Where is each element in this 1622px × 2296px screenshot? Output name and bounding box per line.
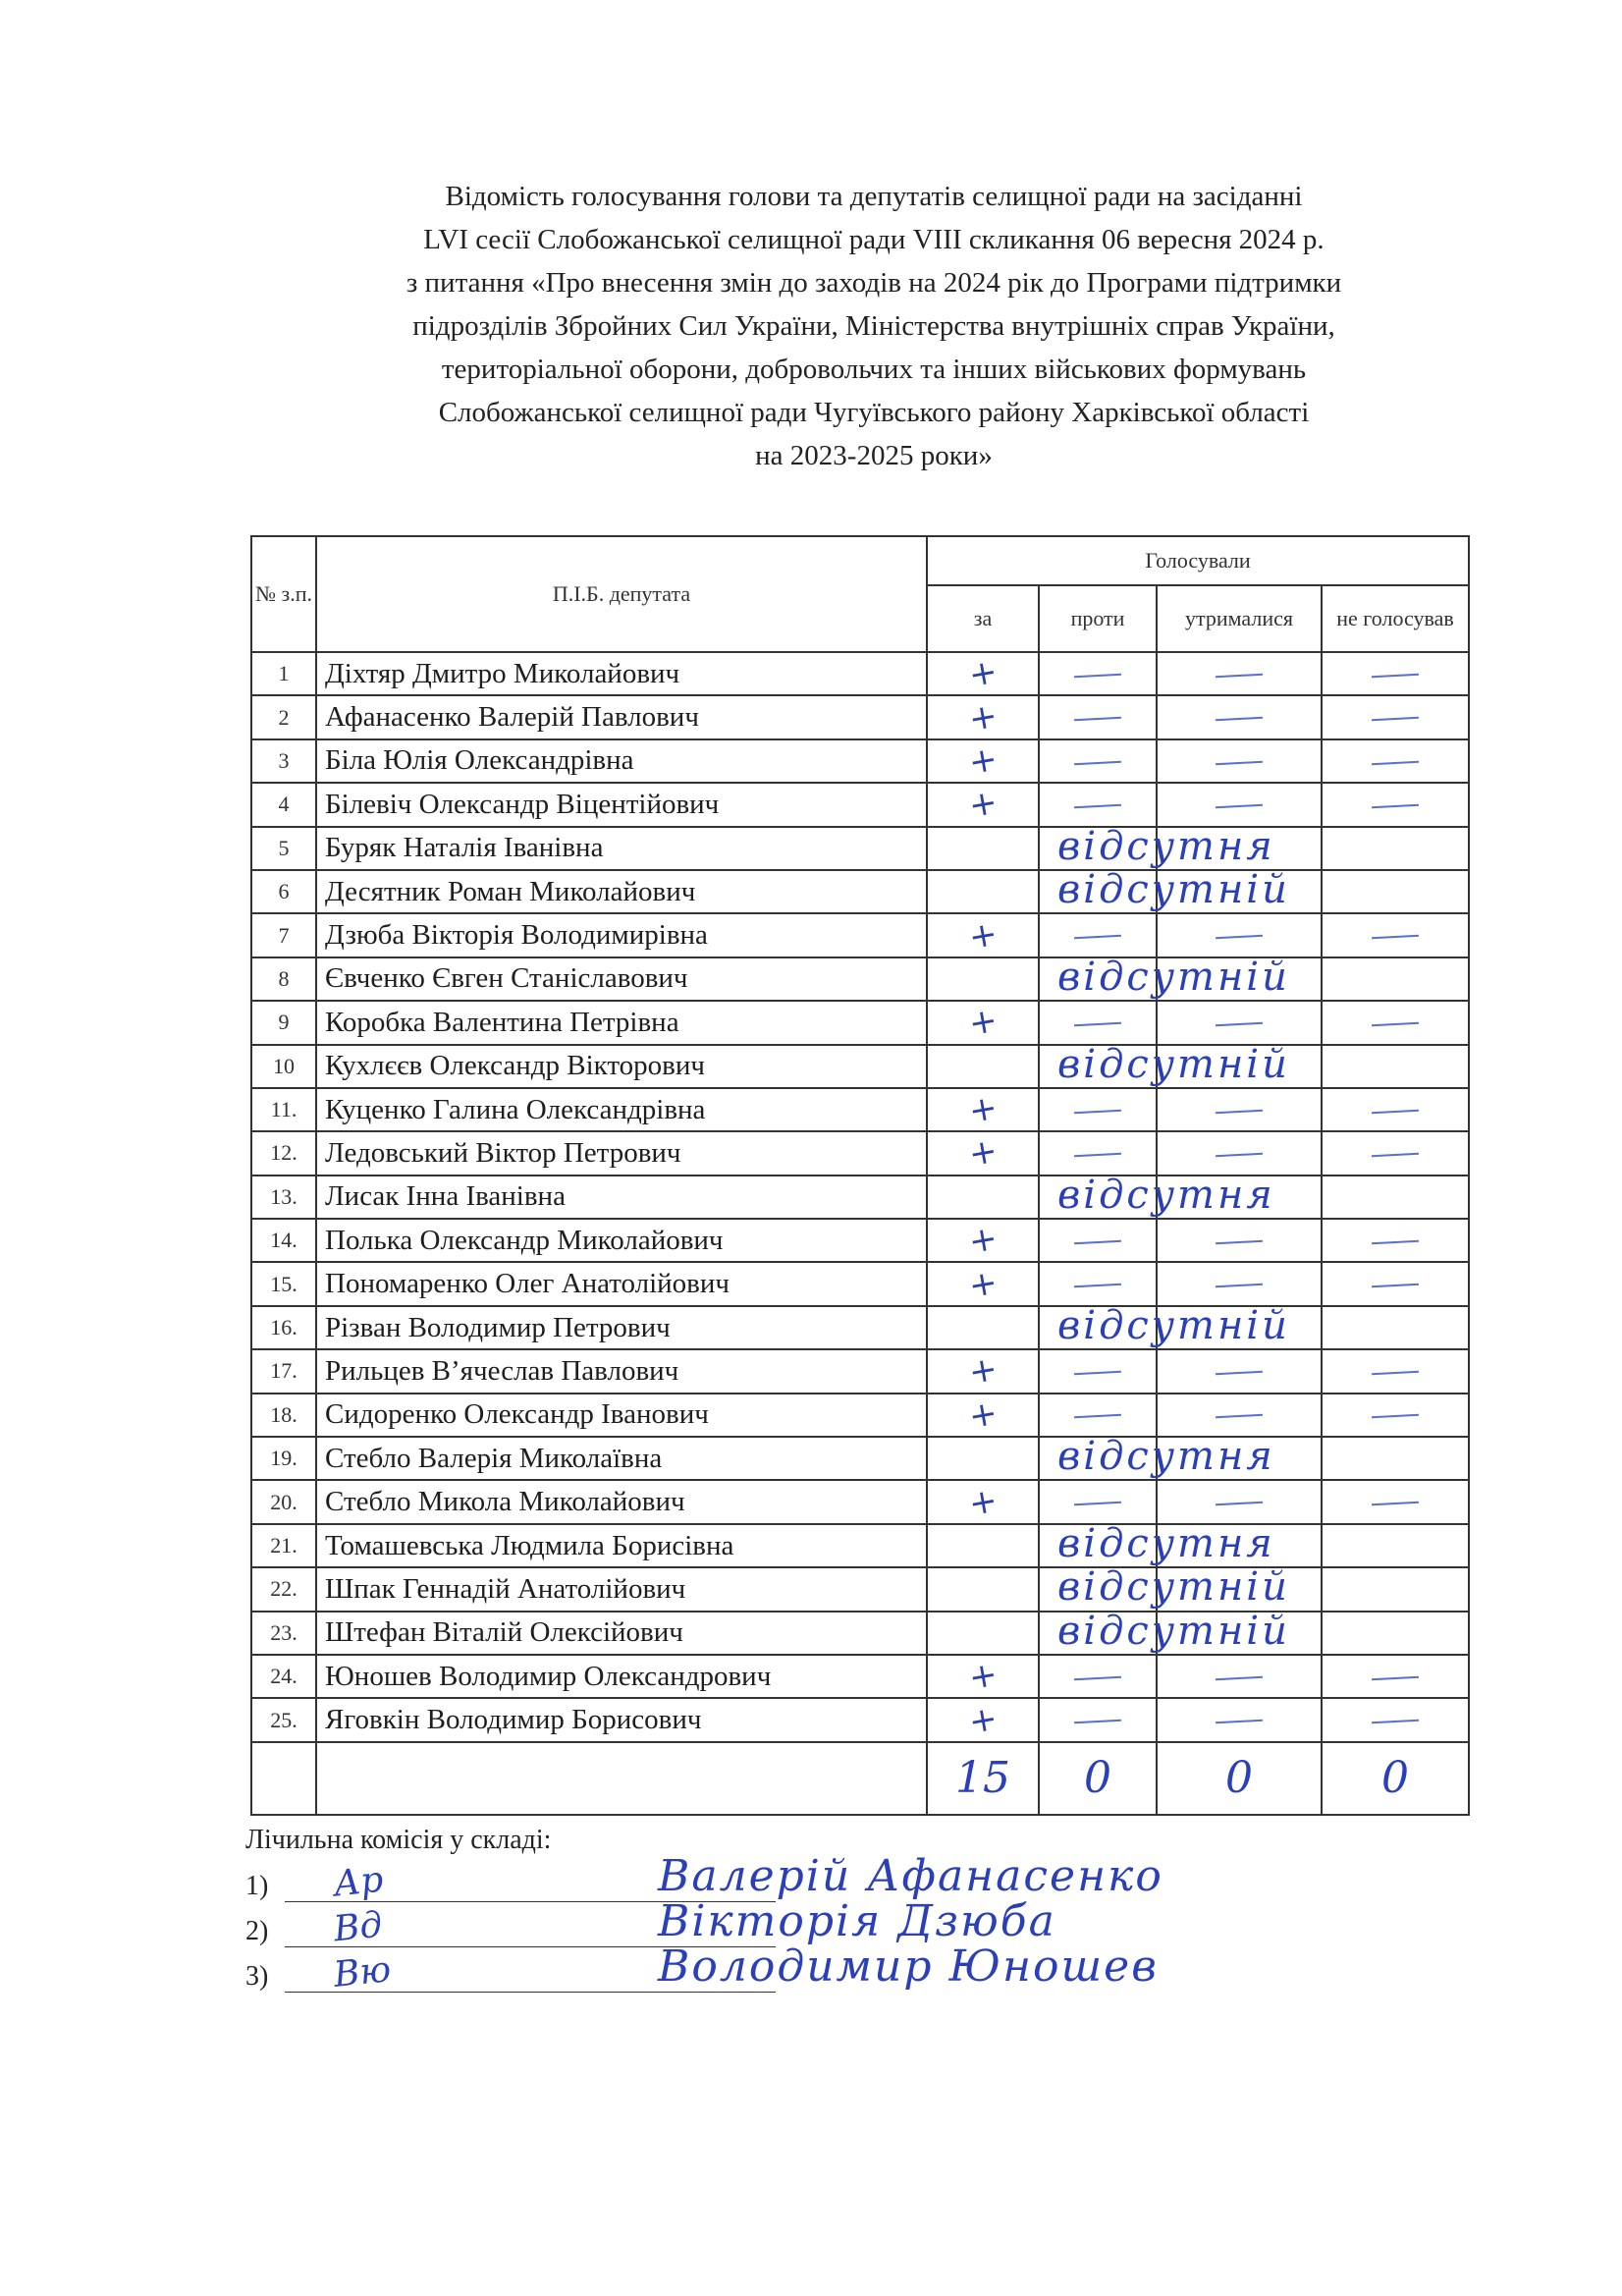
deputy-name: Шпак Геннадій Анатолійович [316, 1567, 927, 1611]
vote-for-cell [927, 1219, 1039, 1262]
vote-not-voted-cell [1322, 1612, 1469, 1655]
deputy-name: Різван Володимир Петрович [316, 1306, 927, 1349]
deputy-name: Полька Олександр Миколайович [316, 1219, 927, 1262]
table-row [251, 1567, 1469, 1611]
row-number: 11. [251, 1088, 316, 1131]
deputy-name: Томашевська Людмила Борисівна [316, 1524, 927, 1567]
table-row [251, 1131, 1469, 1175]
vote-abstained-cell [1157, 1131, 1322, 1175]
dash-mark [1074, 717, 1121, 722]
dash-mark [1372, 935, 1419, 940]
row-number: 3 [251, 739, 316, 783]
vote-abstained-cell [1157, 1349, 1322, 1393]
vote-against-cell [1039, 1698, 1157, 1741]
vote-against-cell [1039, 913, 1157, 957]
vote-against-cell [1039, 1564, 1290, 1611]
absent-note: відсутня [1057, 1434, 1275, 1480]
table-row [251, 1480, 1469, 1523]
title-line: з питання «Про внесення змін до заходів на 2024 рік до Програми підтримки [406, 267, 1342, 299]
member-handwritten-name: Володимир Юношев [658, 1941, 1159, 1992]
vote-against-cell [1039, 1520, 1275, 1567]
vote-abstained-cell [1157, 1262, 1322, 1305]
table-row [251, 1088, 1469, 1131]
vote-against-cell [1039, 1219, 1157, 1262]
dash-mark [1372, 804, 1419, 809]
row-number: 16. [251, 1306, 316, 1349]
vote-abstained-cell [1157, 1088, 1322, 1131]
dash-mark [1216, 760, 1263, 765]
dash-mark [1372, 1502, 1419, 1506]
totals-empty-cell [316, 1742, 927, 1815]
vote-abstained-cell [1157, 1394, 1322, 1437]
table-row [251, 870, 1469, 913]
vote-for-cell [927, 1045, 1039, 1088]
absent-note: відсутній [1057, 1302, 1290, 1348]
absent-note: відсутній [1057, 1564, 1290, 1611]
totals-empty-cell [251, 1742, 316, 1815]
deputy-name: Штефан Віталій Олексійович [316, 1612, 927, 1655]
voting-table [250, 535, 1470, 1816]
absent-note: відсутній [1057, 1608, 1290, 1654]
dash-mark [1372, 1720, 1419, 1724]
dash-mark [1216, 1371, 1263, 1376]
vote-for-cell [927, 739, 1039, 783]
dash-mark [1074, 1371, 1121, 1376]
total-abstained: 0 [1157, 1742, 1322, 1815]
table-row [251, 1306, 1469, 1349]
vote-for-cell [927, 1394, 1039, 1437]
dash-mark [1216, 1720, 1263, 1724]
header-for: за [927, 585, 1039, 652]
header-name: П.І.Б. депутата [316, 536, 927, 652]
dash-mark [1216, 935, 1263, 940]
vote-for-cell [927, 1306, 1039, 1349]
dash-mark [1074, 1109, 1121, 1114]
vote-not-voted-cell [1322, 827, 1469, 870]
member-handwritten-name: Валерій Афанасенко [658, 1851, 1163, 1901]
row-number: 12. [251, 1131, 316, 1175]
dash-mark [1074, 760, 1121, 765]
header-not-voted: не голосував [1322, 585, 1469, 652]
dash-mark [1372, 1371, 1419, 1376]
deputy-name: Стебло Валерія Миколаївна [316, 1437, 927, 1480]
dash-mark [1074, 935, 1121, 940]
dash-mark [1074, 1240, 1121, 1245]
dash-mark [1372, 674, 1419, 679]
vote-not-voted-cell [1322, 739, 1469, 783]
table-body [251, 652, 1469, 1742]
vote-abstained-cell [1157, 1698, 1322, 1741]
dash-mark [1216, 804, 1263, 809]
table-row [251, 1394, 1469, 1437]
totals-row [251, 1742, 1469, 1815]
vote-for-cell [927, 1262, 1039, 1305]
plus-mark: + [965, 695, 1000, 739]
plus-mark: + [965, 1393, 1000, 1437]
deputy-name: Афанасенко Валерій Павлович [316, 695, 927, 738]
vote-against-cell [1039, 1041, 1290, 1088]
dash-mark [1372, 1109, 1419, 1114]
table-row [251, 1262, 1469, 1305]
title-line: на 2023-2025 роки» [755, 440, 993, 471]
vote-abstained-cell [1157, 652, 1322, 695]
vote-abstained-cell [1157, 1001, 1322, 1044]
table-row [251, 739, 1469, 783]
row-number: 9 [251, 1001, 316, 1044]
vote-for-cell [927, 1698, 1039, 1741]
vote-for-cell [927, 1567, 1039, 1611]
vote-against-cell [1039, 695, 1157, 738]
vote-against-cell [1039, 823, 1275, 870]
plus-mark: + [965, 1480, 1000, 1524]
row-number: 13. [251, 1175, 316, 1219]
vote-for-cell [927, 695, 1039, 738]
dash-mark [1216, 1502, 1263, 1506]
row-number: 17. [251, 1349, 316, 1393]
plus-mark: + [965, 652, 1000, 696]
dash-mark [1372, 1284, 1419, 1288]
vote-for-cell [927, 1524, 1039, 1567]
vote-abstained-cell [1157, 1655, 1322, 1698]
deputy-name: Яговкін Володимир Борисович [316, 1698, 927, 1741]
dash-mark [1372, 1022, 1419, 1027]
absent-note: відсутня [1057, 823, 1275, 869]
absent-note: відсутній [1057, 954, 1290, 1000]
dash-mark [1372, 717, 1419, 722]
vote-not-voted-cell [1322, 783, 1469, 826]
absent-note: відсутня [1057, 1520, 1275, 1566]
vote-not-voted-cell [1322, 1175, 1469, 1219]
deputy-name: Коробка Валентина Петрівна [316, 1001, 927, 1044]
deputy-name: Біла Юлія Олександрівна [316, 739, 927, 783]
document-title [245, 175, 1502, 477]
vote-against-cell [1039, 783, 1157, 826]
table-row [251, 1045, 1469, 1088]
plus-mark: + [965, 1698, 1000, 1742]
dash-mark [1216, 1153, 1263, 1158]
counting-commission [245, 1825, 1325, 1999]
vote-for-cell [927, 1437, 1039, 1480]
table-row [251, 652, 1469, 695]
plus-mark: + [965, 1087, 1000, 1132]
total-against: 0 [1039, 1742, 1157, 1815]
signature-image: Вю [331, 1949, 394, 1995]
vote-for-cell [927, 1612, 1039, 1655]
member-index: 3) [245, 1961, 269, 1992]
deputy-name: Сидоренко Олександр Іванович [316, 1394, 927, 1437]
row-number: 10 [251, 1045, 316, 1088]
header-against: проти [1039, 585, 1157, 652]
vote-for-cell [927, 1480, 1039, 1523]
vote-against-cell [1039, 1608, 1290, 1655]
vote-against-cell [1039, 1655, 1157, 1698]
vote-against-cell [1039, 739, 1157, 783]
vote-not-voted-cell [1322, 957, 1469, 1001]
vote-not-voted-cell [1322, 1655, 1469, 1698]
title-line: LVI сесії Слобожанської селищної ради VIII скликання 06 вересня 2024 р. [423, 224, 1325, 255]
row-number: 24. [251, 1655, 316, 1698]
row-number: 14. [251, 1219, 316, 1262]
row-number: 15. [251, 1262, 316, 1305]
dash-mark [1216, 674, 1263, 679]
vote-not-voted-cell [1322, 1131, 1469, 1175]
table-row [251, 1175, 1469, 1219]
row-number: 18. [251, 1394, 316, 1437]
vote-against-cell [1039, 1088, 1157, 1131]
dash-mark [1372, 1240, 1419, 1245]
dash-mark [1074, 674, 1121, 679]
plus-mark: + [965, 1655, 1000, 1699]
plus-mark: + [965, 1131, 1000, 1175]
deputy-name: Рильцев В’ячеслав Павлович [316, 1349, 927, 1393]
deputy-name: Лисак Інна Іванівна [316, 1175, 927, 1219]
vote-for-cell [927, 870, 1039, 913]
dash-mark [1372, 1675, 1419, 1680]
vote-not-voted-cell [1322, 870, 1469, 913]
deputy-name: Юношев Володимир Олександрович [316, 1655, 927, 1698]
title-line: територіальної оборони, добровольчих та інших військових формувань [441, 354, 1307, 385]
vote-not-voted-cell [1322, 652, 1469, 695]
row-number: 20. [251, 1480, 316, 1523]
dash-mark [1074, 1720, 1121, 1724]
deputy-name: Дзюба Вікторія Володимирівна [316, 913, 927, 957]
row-number: 23. [251, 1612, 316, 1655]
vote-not-voted-cell [1322, 1567, 1469, 1611]
member-index: 2) [245, 1916, 269, 1946]
row-number: 25. [251, 1698, 316, 1741]
vote-against-cell [1039, 954, 1290, 1001]
table-row [251, 913, 1469, 957]
deputy-name: Білевіч Олександр Віцентійович [316, 783, 927, 826]
row-number: 22. [251, 1567, 316, 1611]
vote-not-voted-cell [1322, 1001, 1469, 1044]
vote-not-voted-cell [1322, 1088, 1469, 1131]
deputy-name: Діхтяр Дмитро Миколайович [316, 652, 927, 695]
vote-for-cell [927, 913, 1039, 957]
vote-not-voted-cell [1322, 1524, 1469, 1567]
plus-mark: + [965, 1262, 1000, 1306]
title-line: підрозділів Збройних Сил України, Міністерства внутрішніх справ України, [412, 310, 1335, 342]
dash-mark [1074, 1153, 1121, 1158]
vote-against-cell [1039, 1302, 1290, 1349]
vote-abstained-cell [1157, 695, 1322, 738]
plus-mark: + [965, 913, 1000, 957]
total-for: 15 [927, 1742, 1039, 1815]
vote-not-voted-cell [1322, 1480, 1469, 1523]
row-number: 8 [251, 957, 316, 1001]
vote-for-cell [927, 1175, 1039, 1219]
dash-mark [1216, 1109, 1263, 1114]
table-row [251, 957, 1469, 1001]
vote-for-cell [927, 1001, 1039, 1044]
row-number: 5 [251, 827, 316, 870]
signature-line [285, 1992, 776, 1993]
vote-abstained-cell [1157, 1219, 1322, 1262]
vote-for-cell [927, 1655, 1039, 1698]
dash-mark [1216, 1240, 1263, 1245]
table-row [251, 1219, 1469, 1262]
dash-mark [1074, 1414, 1121, 1419]
signature-image: Ар [331, 1859, 386, 1905]
vote-for-cell [927, 652, 1039, 695]
row-number: 6 [251, 870, 316, 913]
dash-mark [1372, 760, 1419, 765]
vote-for-cell [927, 957, 1039, 1001]
commission-label: Лічильна комісія у складі: [245, 1825, 552, 1855]
row-number: 2 [251, 695, 316, 738]
vote-not-voted-cell [1322, 1349, 1469, 1393]
absent-note: відсутній [1057, 1041, 1290, 1087]
vote-abstained-cell [1157, 913, 1322, 957]
deputy-name: Євченко Євген Станіславович [316, 957, 927, 1001]
plus-mark: + [965, 1219, 1000, 1263]
dash-mark [1216, 1022, 1263, 1027]
dash-mark [1074, 1502, 1121, 1506]
deputy-name: Десятник Роман Миколайович [316, 870, 927, 913]
vote-against-cell [1039, 1434, 1275, 1480]
dash-mark [1074, 1022, 1121, 1027]
plus-mark: + [965, 738, 1000, 784]
deputy-name: Пономаренко Олег Анатолійович [316, 1262, 927, 1305]
vote-abstained-cell [1157, 739, 1322, 783]
vote-against-cell [1039, 1001, 1157, 1044]
vote-not-voted-cell [1322, 1437, 1469, 1480]
table-row [251, 1698, 1469, 1741]
table-row [251, 1655, 1469, 1698]
vote-against-cell [1039, 1480, 1157, 1523]
member-handwritten-name: Вікторія Дзюба [658, 1896, 1056, 1946]
table-row [251, 1349, 1469, 1393]
vote-against-cell [1039, 1349, 1157, 1393]
plus-mark: + [965, 1349, 1000, 1394]
vote-for-cell [927, 827, 1039, 870]
row-number: 21. [251, 1524, 316, 1567]
vote-against-cell [1039, 866, 1290, 913]
table-row [251, 695, 1469, 738]
vote-not-voted-cell [1322, 1394, 1469, 1437]
header-abstained: утрималися [1157, 585, 1322, 652]
header-voted: Голосували [927, 536, 1469, 585]
deputy-name: Куценко Галина Олександрівна [316, 1088, 927, 1131]
title-line: Відомість голосування голови та депутатів селищної ради на засіданні [445, 181, 1303, 212]
vote-for-cell [927, 783, 1039, 826]
row-number: 4 [251, 783, 316, 826]
table-row [251, 1437, 1469, 1480]
vote-not-voted-cell [1322, 1698, 1469, 1741]
table-row [251, 1612, 1469, 1655]
deputy-name: Кухлєєв Олександр Вікторович [316, 1045, 927, 1088]
vote-not-voted-cell [1322, 1262, 1469, 1305]
vote-not-voted-cell [1322, 913, 1469, 957]
signature-image: Вд [331, 1904, 385, 1950]
vote-not-voted-cell [1322, 1045, 1469, 1088]
row-number: 7 [251, 913, 316, 957]
vote-abstained-cell [1157, 1480, 1322, 1523]
dash-mark [1372, 1153, 1419, 1158]
plus-mark: + [965, 1001, 1000, 1045]
dash-mark [1216, 1414, 1263, 1419]
dash-mark [1074, 1284, 1121, 1288]
vote-not-voted-cell [1322, 695, 1469, 738]
table-row [251, 1001, 1469, 1044]
vote-against-cell [1039, 1131, 1157, 1175]
absent-note: відсутній [1057, 866, 1290, 912]
vote-against-cell [1039, 652, 1157, 695]
absent-note: відсутня [1057, 1172, 1275, 1218]
plus-mark: + [965, 783, 1000, 827]
dash-mark [1372, 1414, 1419, 1419]
title-line: Слобожанської селищної ради Чугуївського району Харківської області [438, 397, 1310, 428]
dash-mark [1216, 1284, 1263, 1288]
commission-member [245, 1941, 1325, 1999]
header-number: № з.п. [251, 536, 316, 652]
vote-abstained-cell [1157, 783, 1322, 826]
member-index: 1) [245, 1871, 269, 1901]
vote-against-cell [1039, 1172, 1275, 1219]
dash-mark [1216, 717, 1263, 722]
vote-against-cell [1039, 1394, 1157, 1437]
vote-for-cell [927, 1131, 1039, 1175]
deputy-name: Стебло Микола Миколайович [316, 1480, 927, 1523]
row-number: 1 [251, 652, 316, 695]
row-number: 19. [251, 1437, 316, 1480]
dash-mark [1074, 1675, 1121, 1680]
deputy-name: Буряк Наталія Іванівна [316, 827, 927, 870]
table-row [251, 783, 1469, 826]
vote-against-cell [1039, 1262, 1157, 1305]
dash-mark [1074, 804, 1121, 809]
total-not-voted: 0 [1322, 1742, 1469, 1815]
table-row [251, 1524, 1469, 1567]
vote-not-voted-cell [1322, 1306, 1469, 1349]
vote-not-voted-cell [1322, 1219, 1469, 1262]
vote-for-cell [927, 1349, 1039, 1393]
vote-for-cell [927, 1088, 1039, 1131]
deputy-name: Ледовський Віктор Петрович [316, 1131, 927, 1175]
dash-mark [1216, 1675, 1263, 1680]
table-row [251, 827, 1469, 870]
